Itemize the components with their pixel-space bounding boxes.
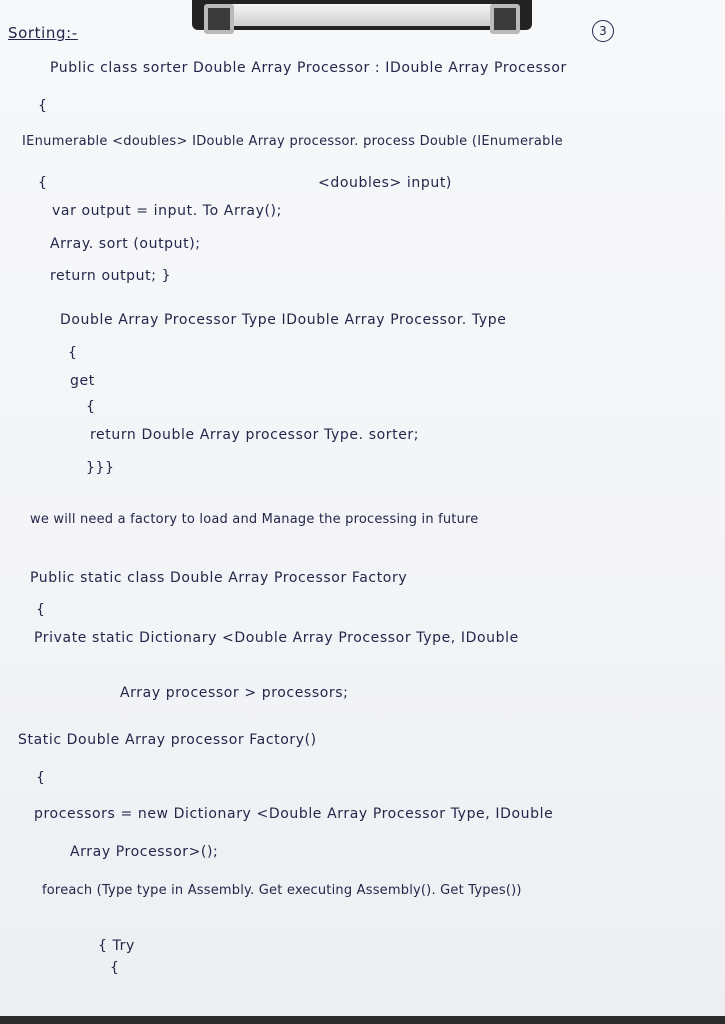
binder-clip <box>192 0 532 30</box>
code-line-26: { <box>110 960 120 976</box>
code-line-9: Double Array Processor Type IDouble Array Processor. Type <box>60 312 507 328</box>
code-line-17: { <box>36 602 46 618</box>
code-line-16: Public static class Double Array Processor Factory <box>30 570 408 586</box>
code-line-10: { <box>68 345 78 361</box>
code-line-13: return Double Array processor Type. sorter; <box>90 427 420 443</box>
page-number: 3 <box>592 20 614 42</box>
code-line-14: }}} <box>86 460 115 476</box>
code-line-6: var output = input. To Array(); <box>52 203 282 219</box>
page-bottom-edge <box>0 1016 725 1024</box>
code-line-19: Array processor > processors; <box>120 685 349 701</box>
code-line-1: Public class sorter Double Array Processor : IDouble Array Processor <box>50 60 567 76</box>
code-line-5: <doubles> input) <box>318 175 452 191</box>
page-heading: Sorting:- <box>8 24 78 42</box>
code-line-11: get <box>70 373 95 389</box>
code-line-25: { Try <box>98 938 135 954</box>
code-line-4: { <box>38 175 48 191</box>
code-line-15: we will need a factory to load and Manage the processing in future <box>30 512 479 527</box>
code-line-18: Private static Dictionary <Double Array Processor Type, IDouble <box>34 630 519 646</box>
code-line-22: processors = new Dictionary <Double Array Processor Type, IDouble <box>34 806 554 822</box>
code-line-7: Array. sort (output); <box>50 236 201 252</box>
code-line-20: Static Double Array processor Factory() <box>18 732 317 748</box>
binder-ring-left <box>204 4 234 34</box>
binder-ring-right <box>490 4 520 34</box>
code-line-2: { <box>38 98 48 114</box>
code-line-3: IEnumerable <doubles> IDouble Array processor. process Double (IEnumerable <box>22 134 563 149</box>
code-line-12: { <box>86 399 96 415</box>
binder-clip-bar <box>232 4 492 26</box>
code-line-21: { <box>36 770 46 786</box>
code-line-8: return output; } <box>50 268 172 284</box>
code-line-24: foreach (Type type in Assembly. Get executing Assembly(). Get Types()) <box>42 883 522 898</box>
code-line-23: Array Processor>(); <box>70 844 219 860</box>
